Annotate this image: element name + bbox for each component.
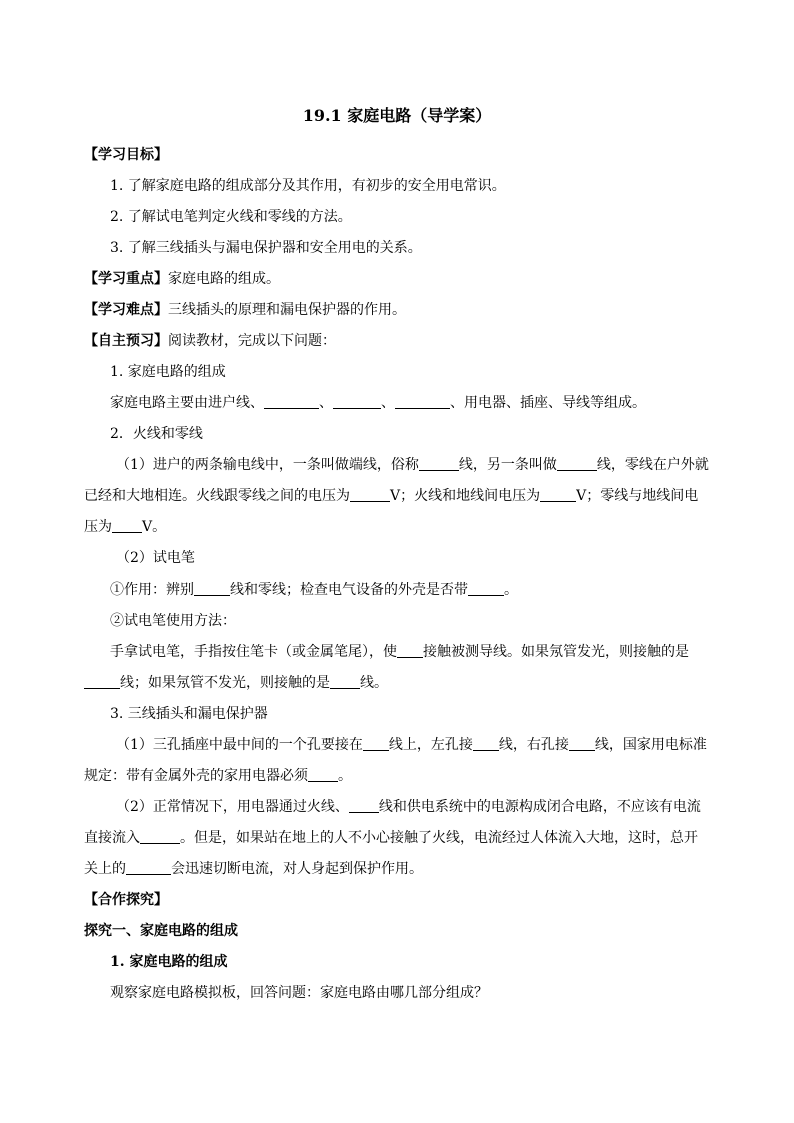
answer-blank[interactable] <box>264 394 319 409</box>
answer-blank[interactable] <box>350 487 390 502</box>
inquiry-1-heading: 探究一、家庭电路的组成 <box>84 923 238 939</box>
answer-blank[interactable] <box>557 456 597 471</box>
answer-blank[interactable] <box>419 456 459 471</box>
key-point-text: 家庭电路的组成。 <box>168 271 280 287</box>
difficulty-label: 【学习难点】 <box>84 302 168 318</box>
answer-blank[interactable] <box>468 581 504 596</box>
answer-blank[interactable] <box>308 767 338 782</box>
answer-blank[interactable] <box>473 736 499 751</box>
key-point-label: 【学习重点】 <box>84 271 168 287</box>
section-2-title: 2．火线和零线 <box>110 426 203 442</box>
answer-blank[interactable] <box>363 736 389 751</box>
tester-usage: ①作用：辨别 线和零线；检查电气设备的外壳是否带 。 <box>110 582 518 598</box>
difficulty <box>84 300 794 320</box>
tester-method-text-cont: 线；如果氖管不发光，则接触的是 线。 <box>84 673 794 693</box>
preview-label: 【自主预习】 <box>84 333 168 349</box>
answer-blank[interactable] <box>194 581 230 596</box>
inquiry-1-subheading: 1. 家庭电路的组成 <box>110 954 228 970</box>
objective-item: 3. 了解三线插头与漏电保护器和安全用电的关系。 <box>110 240 422 256</box>
answer-blank[interactable] <box>112 518 142 533</box>
difficulty-text: 三线插头的原理和漏电保护器的作用。 <box>168 302 406 318</box>
section-1-title: 1. 家庭电路的组成 <box>110 364 226 380</box>
section-3-para2-cont: 直接流入 。但是，如果站在地上的人不小心接触了火线，电流经过人体流入大地，这时，总开 <box>84 830 698 846</box>
answer-blank[interactable] <box>330 674 360 689</box>
section-3-para2-end: 关上的 会迅速切断电流，对人身起到保护作用。 <box>84 861 423 877</box>
section-1-text: 家庭电路主要由进户线、 、 、 、用电器、插座、导线等组成。 <box>110 395 646 411</box>
section-2-para1: （1）进户的两条输电线中，一条叫做端线，俗称 线，另一条叫做 线，零线在户外就 <box>116 457 709 473</box>
section-3-para2: （2）正常情况下，用电器通过火线、 线和供电系统中的电源构成闭合电路，不应该有电流 <box>116 799 701 815</box>
section-3-title: 3. 三线插头和漏电保护器 <box>110 706 268 722</box>
section-2-para1-cont: 已经和大地相连。火线跟零线之间的电压为 V；火线和地线间电压为 V；零线与地线间电 <box>84 488 699 504</box>
section-3-para1: （1）三孔插座中最中间的一个孔要接在 线上，左孔接 线，右孔接 线，国家用电标准 <box>116 737 707 753</box>
key-point <box>84 269 794 289</box>
answer-blank[interactable] <box>569 736 595 751</box>
objective-item: 2. 了解试电笔判定火线和零线的方法。 <box>110 209 352 225</box>
answer-blank[interactable] <box>349 798 379 813</box>
answer-blank[interactable] <box>397 643 423 658</box>
answer-blank[interactable] <box>84 674 120 689</box>
inquiry-1-question: 观察家庭电路模拟板，回答问题：家庭电路由哪几部分组成？ <box>110 985 488 1001</box>
section-2-para2: （2）试电笔 <box>116 550 195 566</box>
cooperation-heading: 【合作探究】 <box>84 892 168 908</box>
answer-blank[interactable] <box>126 860 171 875</box>
page-title: 19.1 家庭电路（导学案） <box>302 106 492 125</box>
preview-intro: 【自主预习】阅读教材，完成以下问题： <box>84 333 336 349</box>
objectives-heading: 【学习目标】 <box>84 147 168 163</box>
tester-method: ②试电笔使用方法： <box>110 613 236 629</box>
section-3-para1-cont: 规定：带有金属外壳的家用电器必须 。 <box>84 768 352 784</box>
section-2-para1-end: 压为 V。 <box>84 519 167 535</box>
answer-blank[interactable] <box>140 829 180 844</box>
answer-blank[interactable] <box>395 394 450 409</box>
objective-item: 1. 了解家庭电路的组成部分及其作用，有初步的安全用电常识。 <box>110 178 506 194</box>
answer-blank[interactable] <box>540 487 576 502</box>
tester-method-text: 手拿试电笔，手指按住笔卡（或金属笔尾），使 接触被测导线。如果氖管发光，则接触的是 <box>110 644 689 660</box>
answer-blank[interactable] <box>333 394 381 409</box>
